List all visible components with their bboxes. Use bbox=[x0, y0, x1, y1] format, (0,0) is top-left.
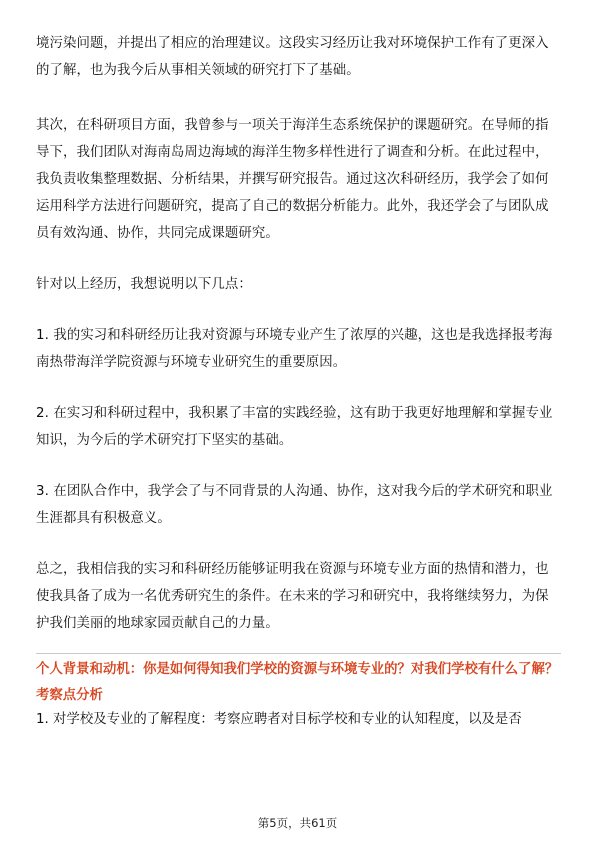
question-title: 个人背景和动机：你是如何得知我们学校的资源与环境专业的？对我们学校有什么了解？ bbox=[36, 662, 559, 677]
analysis-heading: 考察点分析 bbox=[36, 688, 103, 703]
paragraph-internship-summary: 境污染问题，并提出了相应的治理建议。这段实习经历让我对环境保护工作有了更深入的了解，也为我今后从事相关领域的研究打下了基础。 bbox=[36, 36, 549, 78]
page-number: 第5页，共61页 bbox=[257, 816, 338, 830]
paragraph-point-3: 3. 在团队合作中，我学会了与不同背景的人沟通、协作，这对我今后的学术研究和职业生涯都具有积极意义。 bbox=[36, 484, 553, 526]
section-divider bbox=[36, 653, 561, 654]
paragraph-research-project: 其次，在科研项目方面，我曾参与一项关于海洋生态系统保护的课题研究。在导师的指导下，我们团队对海南岛周边海域的海洋生物多样性进行了调查和分析。在此过程中，我负责收集整理数据、分析结果，并撰写研究报告。通过这次科研经历，我学会了如何运用科学方法进行问题研究，提高了自己的数据分析能力。此外，我还学会了与团队成员有效沟通、协作，共同完成课题研究。 bbox=[36, 118, 549, 241]
analysis-item-1: 1. 对学校及专业的了解程度：考察应聘者对目标学校和专业的认知程度，以及是否 bbox=[36, 712, 522, 727]
paragraph-points-intro: 针对以上经历，我想说明以下几点： bbox=[36, 277, 252, 292]
paragraph-conclusion: 总之，我相信我的实习和科研经历能够证明我在资源与环境专业方面的热情和潜力，也使我具备了成为一名优秀研究生的条件。在未来的学习和研究中，我将继续努力，为保护我们美丽的地球家园贡献自己的力量。 bbox=[36, 562, 549, 631]
paragraph-point-1: 1. 我的实习和科研经历让我对资源与环境专业产生了浓厚的兴趣，这也是我选择报考海南热带海洋学院资源与环境专业研究生的重要原因。 bbox=[36, 328, 553, 370]
document-body bbox=[36, 30, 561, 730]
paragraph-point-2: 2. 在实习和科研过程中，我积累了丰富的实践经验，这有助于我更好地理解和掌握专业知识，为今后的学术研究打下坚实的基础。 bbox=[36, 406, 553, 448]
